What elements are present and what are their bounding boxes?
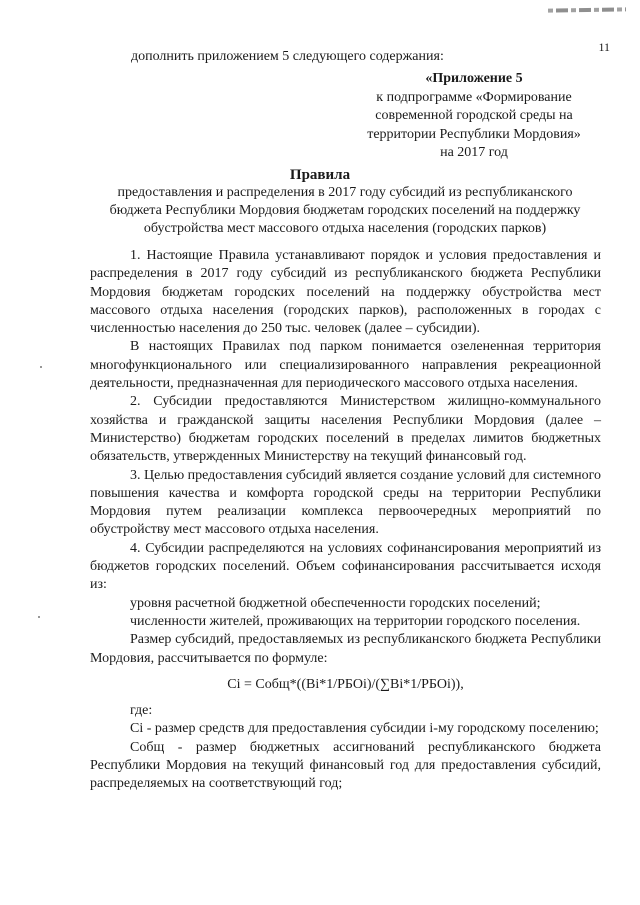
paragraph: В настоящих Правилах под парком понимается озелененная территория многофункционального или специализированного направления рекреационной деятельности, предназначенная для периодического массового отдыха населения. bbox=[90, 339, 601, 392]
paragraph: 2. Субсидии предоставляются Министерством жилищно-коммунального хозяйства и гражданской защиты населения Республики Мордовия (далее – Министерство) бюджетам городских поселений в пределах лимитов бюджетных обязательств, утвержденных Министерству на текущий финансовый год. bbox=[90, 394, 601, 465]
scan-speck bbox=[40, 366, 42, 368]
appendix-line: территории Республики Мордовия» bbox=[367, 126, 581, 142]
formula: Ci = Cобщ*((Bi*1/РБОi)/(∑Bi*1/РБОi)), bbox=[227, 676, 464, 692]
appendix-header bbox=[340, 70, 608, 163]
paragraph: 3. Целью предоставления субсидий является создание условий для системного повышения качества и комфорта городской среды на территории Республики Мордовия путем реализации комплекса первоочередных мероприятий по обустройству мест массового отдыха населения. bbox=[90, 467, 602, 538]
page-number: 11 bbox=[598, 40, 610, 54]
paragraph: 4. Субсидии распределяются на условиях софинансирования мероприятий из бюджетов городских поселений. Объем софинансирования рассчитывается исходя из: bbox=[90, 540, 601, 593]
paragraph: Размер субсидий, предоставляемых из республиканского бюджета Республики Мордовия, рассчитывается по формуле: bbox=[90, 632, 601, 666]
scan-artifact bbox=[548, 7, 626, 12]
definition: Ci - размер средств для предоставления субсидии i-му городскому поселению; bbox=[130, 721, 599, 737]
where-label: где: bbox=[130, 703, 153, 719]
appendix-title: «Приложение 5 bbox=[425, 71, 523, 86]
definition: Cобщ - размер бюджетных ассигнований республиканского бюджета Республики Мордовия на текущий финансовый год для предоставления субсидий, распределяемых на соответствующий год; bbox=[90, 739, 601, 792]
rules-subtitle: предоставления и распределения в 2017 году субсидий из республиканского бюджета Республики Мордовия бюджетам городских поселений на поддержку обустройства мест массового отдыха населения (городских парков) bbox=[109, 185, 581, 236]
appendix-line: на 2017 год bbox=[440, 145, 508, 160]
scan-speck bbox=[38, 616, 40, 618]
paragraph: уровня расчетной бюджетной обеспеченности городских поселений; bbox=[130, 595, 541, 611]
paragraph: численности жителей, проживающих на территории городского поселения. bbox=[130, 613, 581, 629]
appendix-line: современной городской среды на bbox=[375, 108, 573, 123]
document-body bbox=[90, 247, 601, 794]
intro-line: дополнить приложением 5 следующего содержания: bbox=[131, 49, 444, 64]
appendix-line: к подпрограмме «Формирование bbox=[376, 89, 572, 105]
rules-title: Правила bbox=[289, 167, 351, 183]
paragraph: 1. Настоящие Правила устанавливают порядок и условия предоставления и распределения в 2017 году субсидий из республиканского бюджета Республики Мордовия бюджетам городских поселений на поддержку обустройства мест массового отдыха населения (городских парков), расположенных в городах с численностью населения до 250 тыс. человек (далее – субсидии). bbox=[90, 248, 601, 337]
